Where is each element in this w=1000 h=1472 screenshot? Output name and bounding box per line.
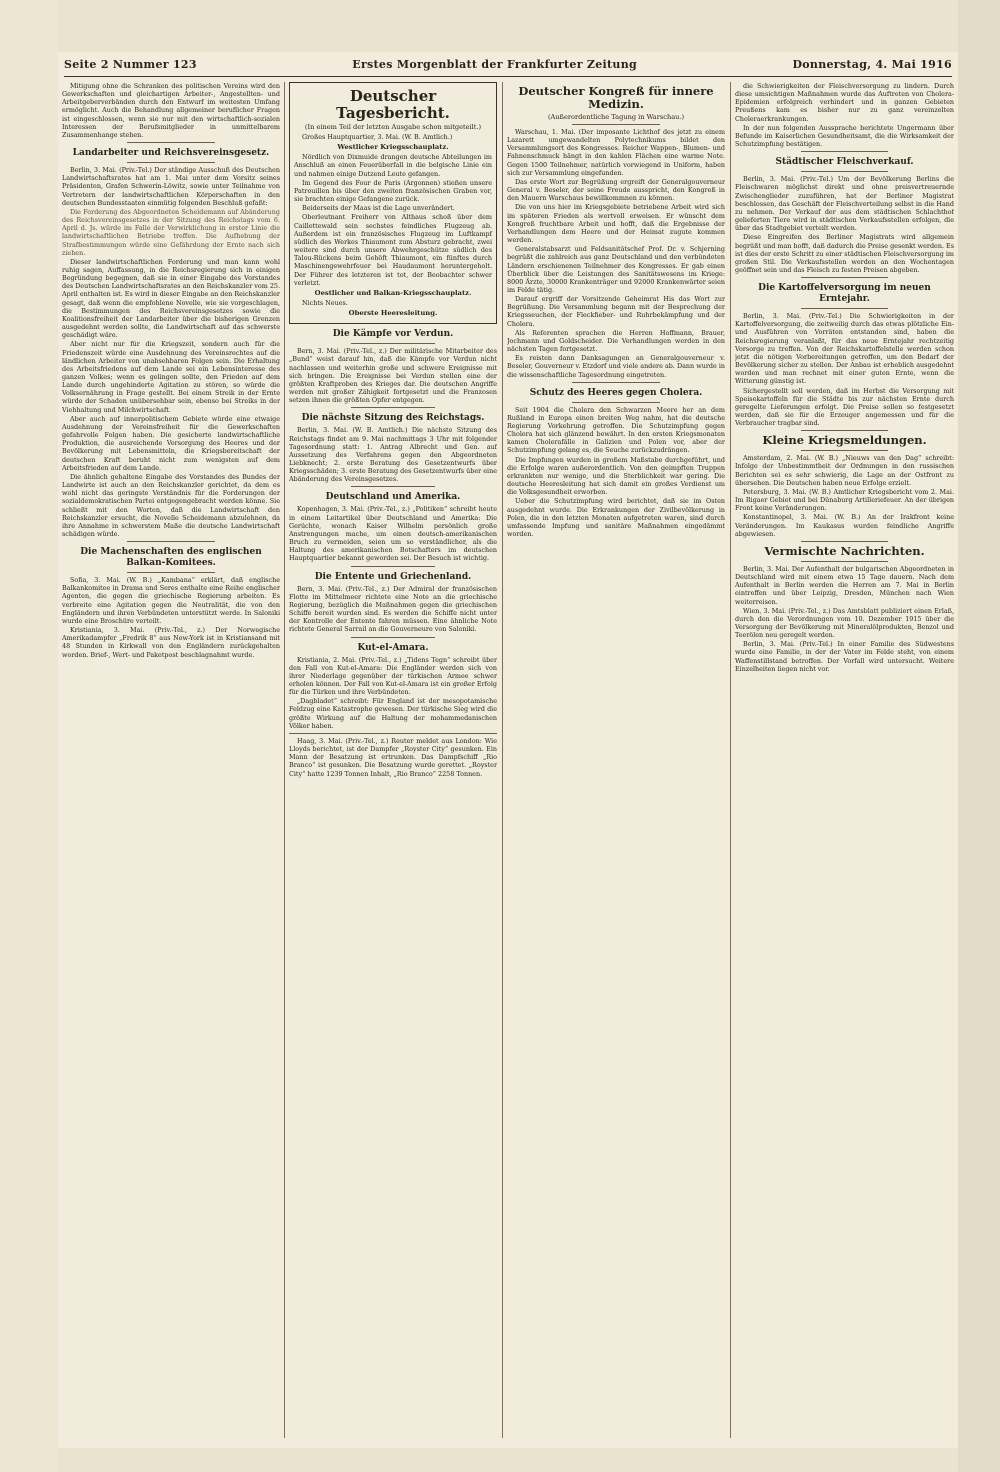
column-2 [289,82,497,1440]
article-heading: Kleine Kriegsmeldungen. [762,433,927,448]
divider [289,733,497,734]
article-heading: Vermischte Nachrichten. [764,543,925,558]
article-text: Das erste Wort zur Begrüßung ergreift der Generalgouverneur General v. Beseler, der seine Freude ausspricht, den Kongreß in den Mauern Warschaus bewillkommnen zu können. [507,177,725,203]
article-text: Sofia, 3. Mai. (W. B.) „Kambana“ erklärt, daß englische Balkankomitee in Drama und Seres enthalte eine Reihe englischer Agenten, die gegen die griechische Regierung arbeiten. Es verbreite eine Agitation gegen die Neutralität, die von den Engländern und ihren Verbündeten unterstützt werde. In Saloniki wurde eine Broschüre verteilt. [62,576,280,625]
column-rule [502,82,503,1438]
newspaper-page [58,52,958,1448]
article-heading: Kut-el-Amara. [357,642,429,653]
article-text: Kopenhagen, 3. Mai. (Priv.-Tel., z.) „Politiken“ schreibt heute in einem Leitartikel über Deutschland und Amerika: Die Gerüchte, wonach Kaiser Wilhelm persönlich große Anstrengungen mache, um einen deutsch-amerikanischen Bruch zu vermeiden, seien um so verständlicher, als die Haltung des amerikanischen Botschafters im deutschen Hauptquartier bekannt geworden sei. Der Besuch ist wichtig. [289,505,497,563]
divider [572,124,659,125]
article-heading: Landarbeiter und Reichsvereinsgesetz. [72,148,270,159]
article-text: Die Impfungen wurden in großem Maßstabe durchgeführt, und die Erfolge waren außerordentlich. Von den geimpften Truppen erkrankten nur wenige, und die Sterblichkeit war gering. Die deutsche Heeresleitung hat sich damit ein großes Verdienst um die Volksgesundheit erworben. [507,455,725,497]
article-text: In der nun folgenden Aussprache berichtete Ungermann über Befunde im Kaiserlichen Gesundheitsamt, die die Wirksamkeit der Schutzimpfung bestätigen. [735,123,954,149]
divider [801,308,889,309]
report-text: Nördlich von Dixmuide drangen deutsche Abteilungen im Anschluß an einen Feuerüberfall in die belgische Linie ein und nahmen einige Dutzend Leute gefangen. [294,153,492,178]
article-heading: Schutz des Heeres gegen Cholera. [529,387,703,398]
article-heading: Deutscher Kongreß für innere Medizin. [518,84,714,111]
article-heading: Die Entente und Griechenland. [314,571,472,582]
article-text: Berlin, 3. Mai. Der Aufenthalt der bulgarischen Abgeordneten in Deutschland wird mit einem etwa 15 Tage dauern. Nach dem Aufenthalt in Berlin werden die Herren am 7. Mai in Berlin eintreffen und über Leipzig, Dresden, München nach Wien weiterreisen. [735,564,954,606]
article-text: Amsterdam, 2. Mai. (W. B.) „Nieuws van den Dag“ schreibt: Infolge der Unbestimmtheit der Ordnungen in den russischen Berichten sei es sehr schwierig, die Lage an der Ostfront zu übersehen. Die Deutschen haben neue Erfolge erzielt. [735,454,954,487]
divider [351,407,434,408]
war-report-box [289,82,497,324]
column-1 [62,82,280,1440]
article-text: Bern, 3. Mai. (Priv.-Tel., z.) Der Admiral der französischen Flotte im Mittelmeer richtete eine Note an die griechische Regierung, bezüglich die Maßnahmen gegen die griechischen Schiffe bereit wurden sind. Es werden die Schiffe nicht unter der Kontrolle der Entente fahren müssen. Eine ähnliche Note richtete General Sarrail an die Gouverneure von Saloniki. [289,584,497,634]
divider [351,343,434,344]
header-masthead: Erstes Morgenblatt der Frankfurter Zeitung [352,58,638,71]
divider [127,572,214,573]
report-text: Oberleutnant Freiherr von Althaus schoß über dem Caillettewald sein sechstes feindliches Flugzeug ab. Außerdem ist ein französisches Flugzeug im Luftkampf südlich des Werkes Thiaumont zum Absturz gebracht, zwei weitere sind durch unsere Abwehrgeschütze südlich des Talou-Rückens beim Gehöft Thiaumont, ein fünftes durch Maschinengewehrfeuer bei Haudaumont heruntergeholt. Der Führer des letzteren ist tot, der Beobachter schwer verletzt. [294,213,492,287]
article-text: Berlin, 3. Mai. (Priv.-Tel.) Der ständige Ausschuß des Deutschen Landwirtschaftsrates hat am 1. Mai unter dem Vorsitz seines Präsidenten, Grafen Schwerin-Löwitz, sowie unter Teilnahme von Vertretern der landwirtschaftlichen Körperschaften in den deutschen Bundesstaaten einmütig folgenden Beschluß gefaßt: [62,166,280,207]
article-text: Aber nicht nur für die Kriegszeit, sondern auch für die Friedenszeit würde eine Ausdehnung des Vereinsrechtes auf die ländlichen Arbeiter von unabsehbaren Folgen sein. Die Erhaltung des Arbeitsfriedens auf dem Lande sei ein Lebensinteresse des ganzen Volkes; wenn es gelingen sollte, den Frieden auf dem Lande durch ungehinderte Agitation zu stören, so würde die Volksernährung in Frage gestellt. Bei einem Streik in der Ernte würde der Schaden unübersehbar sein, ebenso bei Streiks in der Viehhaltung und Milchwirtschaft. [62,340,280,414]
divider [127,162,214,163]
divider [351,637,434,638]
article-heading: Die Machenschaften des englischen Balkan-Komitees. [80,547,262,569]
report-text: Im Gegend des Four de Paris (Argonnen) stießen unsere Patrouillen bis über den zweiten französischen Graben vor, sie brachten einige Gefangene zurück. [294,178,492,204]
column-rule [284,82,285,1438]
header-page-number: Seite 2 Nummer 123 [64,58,197,71]
report-signature: Oberste Heeresleitung. [348,309,438,318]
article-heading: Städtischer Fleischverkauf. [775,157,914,168]
divider [801,151,889,152]
article-text: Die von uns hier im Kriegsgebiete betriebene Arbeit wird sich im späteren Frieden als wertvoll erweisen. Er wünscht dem Kongreß fruchtbare Arbeit und hofft, daß die Ergebnisse der Verhandlungen dem Heere und der Heimat zugute kommen werden. [507,203,725,245]
article-text: Die ähnlich gehaltene Eingabe des Vorstandes des Bundes der Landwirte ist auch an den Reichskanzler gerichtet, da dem es wohl nicht das geringste Verständnis für die Forderungen der sozialdemokratischen Partei entgegengebracht werden könne. Sie schließt mit den Worten, daß die Landwirtschaft den Reichskanzler ersucht, die Novelle Scheidemann abzulehnen, da ihre Annahme in schwerstem Maße die deutsche Landwirtschaft schädigen würde. [62,472,280,538]
article-text: Berlin, 3. Mai. (Priv.-Tel.) Die Schwierigkeiten in der Kartoffelversorgung, die zeitweilig durch das etwas plötzliche Ein- und Ausführen von Vorräten entstanden sind, haben die Reichsregierung veranlaßt, für das neue Erntejahr rechtzeitig Vorsorge zu treffen. Von der Reichskartoffelstelle werden schon jetzt die nötigen Vorbereitungen getroffen, um den Bedarf der Bevölkerung sicher zu stellen. Der Anbau ist erheblich ausgedehnt worden und man rechnet mit einer guten Ernte, wenn die Witterung günstig ist. [735,312,954,386]
article-heading: Die Kämpfe vor Verdun. [332,329,454,340]
article-text: Berlin, 3. Mai. (Priv.-Tel.) In einer Familie des Südwestens wurde eine Familie, in der der Vater im Felde steht, von einem Waffenstillstand betroffen. Der Vorfall wird untersucht. Weitere Einzelheiten liegen nicht vor. [735,640,954,673]
article-text: Bern, 3. Mai. (Priv.-Tel., z.) Der militärische Mitarbeiter des „Bund“ weist darauf hin, daß die Kämpfe vor Verdun nicht nachlassen und weiterhin große und schwere Ereignisse mit sich bringen. Die Ereignisse bei Verdun stellen eine der größten Kraftproben des Krieges dar. Die deutschen Angriffe werden mit großer Zähigkeit fortgesetzt und die Franzosen setzen ihnen die größten Opfer entgegen. [289,347,497,405]
report-title: Deutscher Tagesbericht. [336,87,450,122]
article-text: Aber auch auf innerpolitischem Gebiete würde eine etwaige Ausdehnung der Vereinsfreiheit für die Gewerkschaften gefahrvolle Folgen haben. Die gesicherte landwirtschaftliche Produktion, die ausreichende Versorgung des Heeres und der Bevölkerung mit Lebensmitteln, die Kriegsbereitschaft der deutschen Kraft beruht nicht zum wenigsten auf dem Arbeitsfrieden auf dem Lande. [62,414,280,472]
article-text: die Schwierigkeiten der Fleischversorgung zu lindern. Durch diese umsichtigen Maßnahmen wurde das Auftreten von Cholera-Epidemien erfolgreich verhindert und in ganzen Gebieten Preußens kam es bisher nur zu ganz vereinzelten Choleraerkrankungen. [735,82,954,123]
divider [572,402,659,403]
article-text: Haag, 3. Mai. (Priv.-Tel., z.) Reuter meldet aus London: Wie Lloyds berichtet, ist der Dampfer „Royster City“ gesunken. Ein Mann der Besatzung ist ertrunken. Das Dampfschiff „Rio Branco“ ist gesunken. Die Besatzung wurde gerettet. „Royster City“ hatte 1239 Tonnen Inhalt, „Rio Branco“ 2258 Tonnen. [289,736,497,778]
column-4 [735,82,954,1440]
article-subtitle: (Außerordentliche Tagung in Warschau.) [547,113,685,121]
section-heading: Westlicher Kriegsschauplatz. [337,143,449,152]
divider [801,541,889,542]
article-text: Berlin, 3. Mai. (W. B. Amtlich.) Die nächste Sitzung des Reichstags findet am 9. Mai nachmittags 3 Uhr mit folgender Tagesordnung statt: 1. Antrag Albrecht und Gen. auf Aussetzung des Verfahrens gegen den Abgeordneten Liebknecht; 2. erste Beratung des Gesetzentwurfs über Kriegsschäden; 3. erste Beratung des Gesetzentwurfs über eine Abänderung des Vereinsgesetzes. [289,426,497,484]
divider [351,566,434,567]
article-text: Petersburg, 3. Mai. (W. B.) Amtlicher Kriegsbericht vom 2. Mai. Im Rigaer Gebiet und bei Dünaburg Artilleriefeuer. An der übrigen Front keine Veränderungen. [735,487,954,513]
divider [127,541,214,542]
article-text: Als Referenten sprachen die Herren Hoffmann, Brauer, Jochmann und Goldscheider. Die Verhandlungen werden in den nächsten Tagen fortgesetzt. [507,328,725,354]
article-text: Diese Eingreifen des Berliner Magistrats wird allgemein begrüßt und man hofft, daß dadurch die Preise gesenkt werden. Es ist dies der erste Schritt zu einer städtischen Fleischversorgung im großen Stil. Die Verkaufsstellen werden an den Wochentagen geöffnet sein und das Fleisch zu festen Preisen abgeben. [735,233,954,274]
article-text: Darauf ergriff der Vorsitzende Geheimrat His das Wort zur Begrüßung. Die Versammlung begann mit der Besprechung der Kriegsseuchen, der Fleckfieber- und Ruhrbekämpfung und der Cholera. [507,295,725,328]
divider [351,486,434,487]
article-text: Konstantinopel, 3. Mai. (W. B.) An der Irakfront keine Veränderungen. Im Kaukasus wurden feindliche Angriffe abgewiesen. [735,513,954,538]
article-heading: Deutschland und Amerika. [325,492,461,503]
article-text: Es reisten dann Danksagungen an Generalgouverneur v. Beseler, Gouverneur v. Etzdorf und viele andere ab. Dann wurde in die wissenschaftliche Tagesordnung eingetreten. [507,354,725,379]
section-heading: Oestlicher und Balkan-Kriegsschauplatz. [314,288,472,297]
article-text: Dieser landwirtschaftlichen Forderung und man kann wohl ruhig sagen, Auffassung, in die Reichsregierung sich in einigen Begründung begegnen, daß sie in einer Eingabe des Vorstandes des Deutschen Landwirtschaftsrates an den Reichskanzler vom 25. April enthalten ist. Es wird in dieser Eingabe an den Reichskanzler gesagt, daß wenn die empfohlene Novelle, wie sie vorgeschlagen, die Bestimmungen des Reichsvereinsgesetzes sowie die Koalitionsfreiheit der Landarbeiter über die bisherigen Grenzen ausgedehnt werden sollte, die Landwirtschaft auf das schwerste geschädigt wäre. [62,257,280,340]
article-heading: Die Kartoffelversorgung im neuen Erntejahr. [758,283,931,305]
report-text: Nichts Neues. [302,298,348,307]
page-margin-left [0,0,58,1472]
article-text: Generalstabsarzt und Feldsanitätschef Prof. Dr. v. Schjerning begrüßt die zahlreich aus ganz Deutschland und den verbündeten Ländern erschienenen Teilnehmer des Kongresses. Er gab einen Überblick über die Leistungen des Sanitätswesens im Kriege: 8000 Ärzte, 30000 Krankenträger und 92000 Krankenwärter seien im Felde tätig. [507,245,725,294]
article-text: Sichergestellt soll werden, daß im Herbst die Versorgung mit Speisekartoffeln für die Städte bis zur nächsten Ernte durch geregelte Lieferungen erfolgt. Die Preise sollen so festgesetzt werden, daß sie für die Erzeuger angemessen und für die Verbraucher tragbar sind. [735,386,954,428]
report-text: Beiderseits der Maas ist die Lage unverändert. [302,204,455,213]
divider [801,450,889,451]
article-text: Seit 1904 die Cholera den Schwarzen Meere her an dem Rußland in Europa einen breiten Weg nahm, hat die deutsche Regierung Vorkehrung getroffen. Die Schutzimpfung gegen Cholera hat sich glänzend bewährt. In den ersten Kriegsmonaten kamen Cholerafälle in Galizien und Polen vor, aber der Schutzimpfung gelang es, die Seuche zurückzudrängen. [507,405,725,455]
report-dateline: Großes Hauptquartier, 3. Mai. (W. B. Amtlich.) [302,133,453,141]
page-header [64,58,952,77]
article-text: Mitigung ohne die Schranken des politischen Vereins wird den Gewerkschaften und gleichartigen Arbeiter-, Angestellten- und Arbeitgeberverbänden durch den Entwurf im weitesten Umfang ermöglicht. Auch die Behandlung allgemeiner beruflicher Fragen ist eingeschlossen, wenn sie nur mit den wirtschaftlich-sozialen Interessen der Berufsmitglieder in unmittelbarem Zusammenhange stehen. [62,82,280,139]
header-date: Donnerstag, 4. Mai 1916 [792,58,952,71]
article-text: „Dagbladet“ schreibt: Für England ist der mesopotamische Feldzug eine Katastrophe gewesen. Der türkische Sieg wird die größte Wirkung auf die Haltung der mohammedanischen Völker haben. [289,697,497,730]
divider [572,382,659,383]
report-subtitle: (In einem Teil der letzten Ausgabe schon mitgeteilt.) [304,123,482,131]
divider [127,142,214,143]
article-text: Ueber die Schutzimpfung wird berichtet, daß sie im Osten ausgedehnt wurde. Die Erkrankungen der Zivilbevölkerung in Polen, die in den letzten Monaten aufgetreten waren, sind durch umfassende Impfung und sanitäre Maßnahmen eingedämmt worden. [507,497,725,539]
divider [801,171,889,172]
article-text: Warschau, 1. Mai. (Der imposante Lichthof des jetzt zu einem Lazarett umgewandelten Polytechnikums bildet den Versammlungsort des Kongresses. Reicher Wappen-, Blumen- und Fahnenschmuck hängt in den kahlen Flächen eine warme Note. Gegen 1500 Teilnehmer, natürlich vorwiegend in Uniform, haben sich zur Versammlung eingefunden. [507,128,725,177]
page-margin-right [958,0,1000,1472]
divider [801,277,889,278]
article-text: Die Forderung des Abgeordneten Scheidemann auf Abänderung des Reichsvereinsgesetzes in der Sitzung des Reichstags vom 6. April d. Js. würde im Falle der Verwirklichung in erster Linie die landwirtschaftlichen Betriebe treffen. Die Aufhebung der Strafbestimmungen würde eine Gefährdung der Ernte nach sich ziehen. [62,207,280,257]
article-text: Wien, 3. Mai. (Priv.-Tel., z.) Das Amtsblatt publiziert einen Erlaß, durch den die Verordnungen vom 10. Dezember 1915 über die Versorgung der Bevölkerung mit Mineralölprodukten, Benzol und Teerölen neu geregelt werden. [735,606,954,640]
article-text: Kristiania, 3. Mai. (Priv.-Tel., z.) Der Norwegische Amerikadampfer „Fredrik 8“ aus New-York ist in Kristiansand mit 48 Stunden in Kirkwall von den Engländern zurückgehalten worden. Brief-, Wert- und Paketpost beschlagnahmt wurde. [62,626,280,659]
column-3 [507,82,725,1440]
article-heading: Die nächste Sitzung des Reichstags. [301,413,485,424]
divider [801,561,889,562]
divider [801,430,889,431]
article-text: Berlin, 3. Mai. (Priv.-Tel.) Um der Bevölkerung Berlins die Fleischwaren möglichst direkt und ohne preisvertreuernde Zwischenglieder zuzuführen, hat der Berliner Magistrat beschlossen, das Geschäft der Fleischverteilung selbst in die Hand zu nehmen. Der Verkauf der aus dem städtischen Schlachthof gelieferten Tiere wird in städtischen Verkaufsstellen erfolgen, die über das Stadtgebiet verteilt werden. [735,175,954,233]
column-rule [730,82,731,1438]
article-text: Kristiania, 2. Mai. (Priv.-Tel., z.) „Tidens Tegn“ schreibt über den Fall von Kut-el-Amara: Die Engländer werden sich von ihrer Niederlage gegenüber der türkischen Armee schwer erholen können. Der Fall von Kut-el-Amara ist ein großer Erfolg für die Türken und ihre Verbündeten. [289,655,497,697]
